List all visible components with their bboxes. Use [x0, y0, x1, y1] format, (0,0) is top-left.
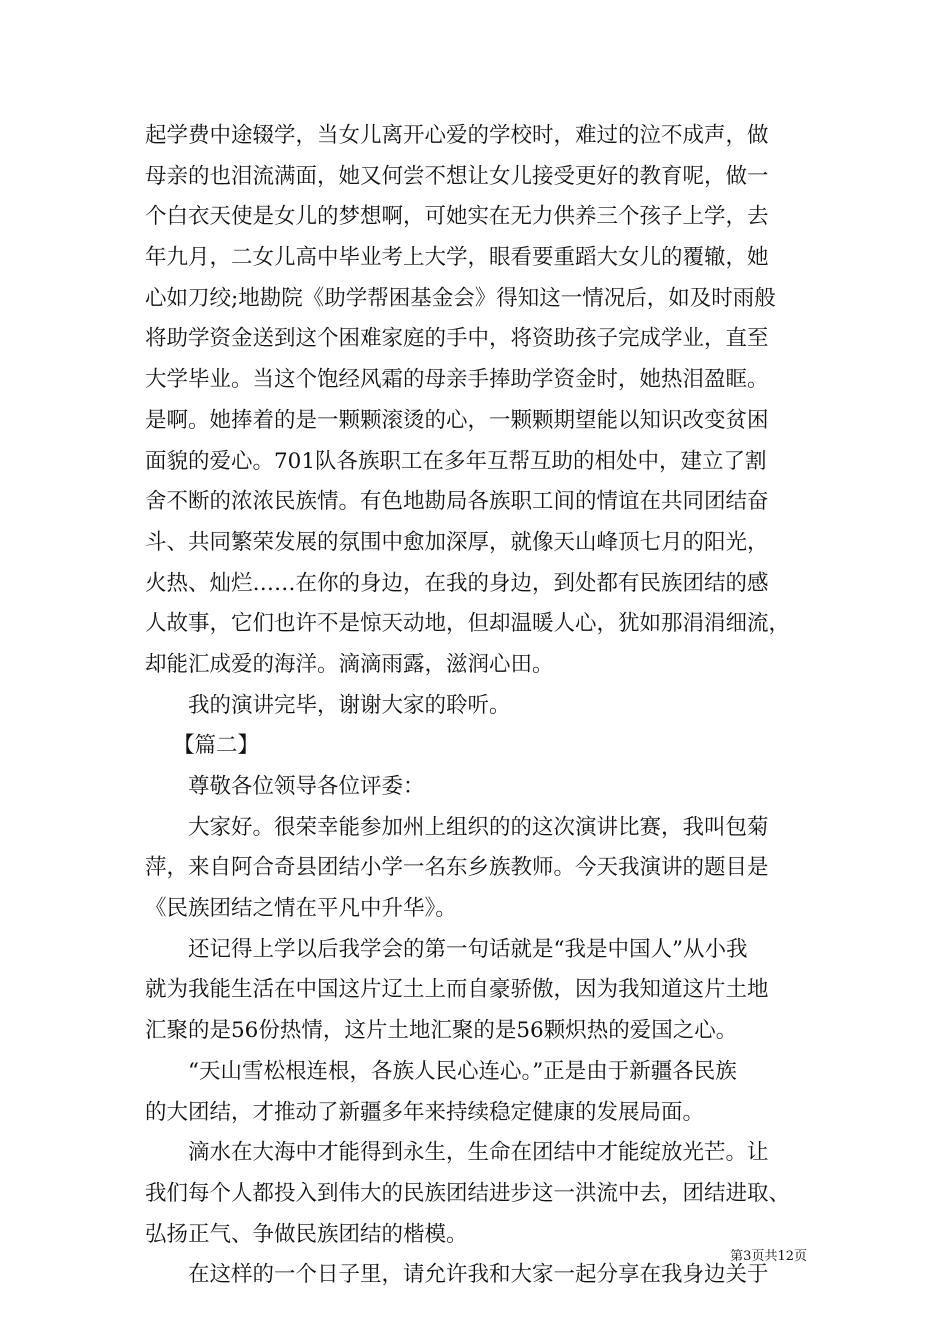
text-line: 火热、灿烂……在你的身边，在我的身边，到处都有民族团结的感 [145, 570, 769, 596]
text-line: 的大团结，才推动了新疆多年来持续稳定健康的发展局面。 [145, 1099, 705, 1125]
text-line: 汇聚的是56份热情，这片土地汇聚的是56颗炽热的爱国之心。 [145, 1018, 738, 1044]
section-heading: 【篇二】 [173, 733, 260, 759]
text-line: 将助学资金送到这个困难家庭的手中，将资助孩子完成学业，直至 [145, 326, 769, 352]
text-line: 萍，来自阿合奇县团结小学一名东乡族教师。今天我演讲的题目是 [145, 855, 769, 881]
text-line: 母亲的也泪流满面，她又何尝不想让女儿接受更好的教育呢，做一 [145, 163, 769, 189]
text-line: 大学毕业。当这个饱经风霜的母亲手捧助学资金时，她热泪盈眶。 [145, 367, 769, 393]
text-line: 滴水在大海中才能得到永生，生命在团结中才能绽放光芒。让 [188, 1140, 769, 1166]
text-line: “天山雪松根连根，各族人民心连心。”正是由于新疆各民族 [188, 1058, 737, 1084]
text-line: 年九月，二女儿高中毕业考上大学，眼看要重蹈大女儿的覆辙，她 [145, 245, 769, 271]
text-line: 在这样的一个日子里，请允许我和大家一起分享在我身边关于 [188, 1262, 769, 1288]
text-line: 面貌的爱心。701队各族职工在多年互帮互助的相处中，建立了割 [145, 448, 767, 474]
text-line: 就为我能生活在中国这片辽土上而自豪骄傲，因为我知道这片土地 [145, 977, 769, 1003]
text-line: 舍不断的浓浓民族情。有色地勘局各族职工间的情谊在共同团结奋 [145, 489, 769, 515]
text-line: 弘扬正气、争做民族团结的楷模。 [145, 1221, 468, 1247]
text-line: 我的演讲完毕，谢谢大家的聆听。 [188, 692, 511, 718]
text-line: 人故事，它们也许不是惊天动地，但却温暖人心，犹如那涓涓细流， [145, 611, 791, 637]
text-line: 心如刀绞;地勘院《助学帮困基金会》得知这一情况后，如及时雨般 [145, 285, 776, 311]
text-line: 大家好。很荣幸能参加州上组织的的这次演讲比赛，我叫包菊 [188, 814, 769, 840]
text-line: 是啊。她捧着的是一颗颗滚烫的心，一颗颗期望能以知识改变贫困 [145, 407, 769, 433]
text-line: 《民族团结之情在平凡中升华》。 [145, 896, 457, 922]
body-text [145, 116, 805, 1296]
text-line: 起学费中途辍学，当女儿离开心爱的学校时，难过的泣不成声，做 [145, 123, 769, 148]
salutation: 尊敬各位领导各位评委： [188, 774, 425, 799]
page-number-footer: 第3页共12页 [730, 1249, 807, 1264]
text-line: 还记得上学以后我学会的第一句话就是“我是中国人”从小我 [188, 936, 748, 962]
text-line: 却能汇成爱的海洋。滴滴雨露，滋润心田。 [145, 651, 554, 677]
text-line: 个白衣天使是女儿的梦想啊，可她实在无力供养三个孩子上学，去 [145, 204, 769, 230]
text-line: 斗、共同繁荣发展的氛围中愈加深厚，就像天山峰顶七月的阳光， [145, 529, 769, 555]
text-line: 我们每个人都投入到伟大的民族团结进步这一洪流中去，团结进取、 [145, 1180, 791, 1206]
